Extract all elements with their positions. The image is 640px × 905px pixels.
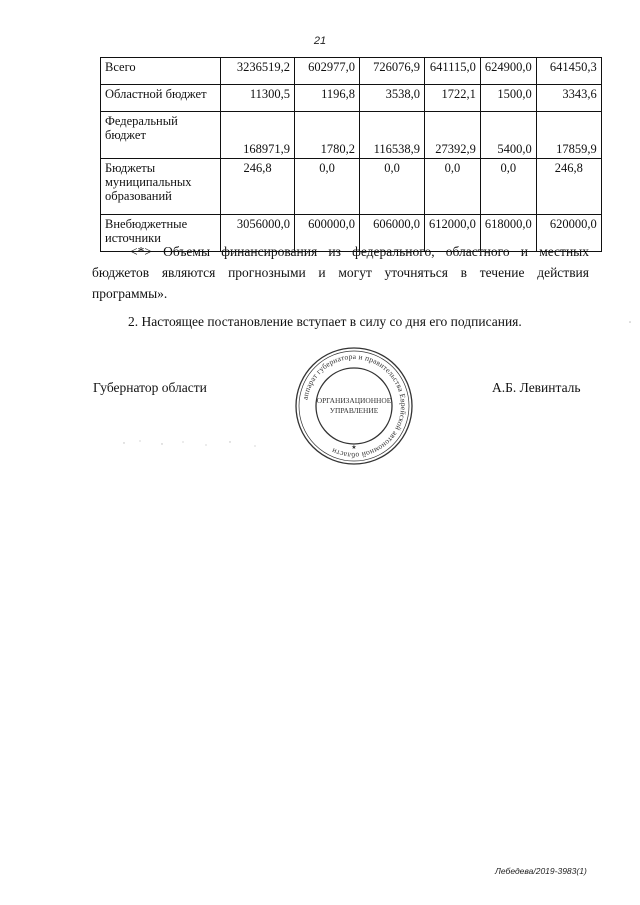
table-cell: 1722,1 (425, 85, 481, 112)
table-row (101, 112, 602, 159)
table-cell: 618000,0 (480, 215, 536, 252)
row-label: Бюджеты муниципальных образований (101, 159, 221, 215)
table-cell: 3236519,2 (221, 58, 295, 85)
table-cell: 726076,9 (360, 58, 425, 85)
table-cell: 600000,0 (295, 215, 360, 252)
table-row (101, 58, 602, 85)
table-cell: 246,8 (536, 159, 601, 215)
table-cell: 1500,0 (480, 85, 536, 112)
table-cell: 624900,0 (480, 58, 536, 85)
effective-date-clause: 2. Настоящее постановление вступает в силу со дня его подписания. (128, 314, 522, 329)
table-cell: 0,0 (295, 159, 360, 215)
table-cell: 11300,5 (221, 85, 295, 112)
row-label: Областной бюджет (101, 85, 221, 112)
table-cell: 168971,9 (221, 112, 295, 159)
table-cell: 3538,0 (360, 85, 425, 112)
table-cell: 0,0 (425, 159, 481, 215)
table-cell: 606000,0 (360, 215, 425, 252)
table-cell: 3343,6 (536, 85, 601, 112)
row-label: Внебюджетные источники (101, 215, 221, 252)
signatory-name: А.Б. Левинталь (492, 380, 581, 395)
table-cell: 17859,9 (536, 112, 601, 159)
table-cell: 27392,9 (425, 112, 481, 159)
table-cell: 246,8 (221, 159, 295, 215)
table-cell: 3056000,0 (221, 215, 295, 252)
table-cell: 620000,0 (536, 215, 601, 252)
table-cell: 0,0 (480, 159, 536, 215)
seal-star-icon: ★ (351, 445, 357, 451)
footnote: <*> Объемы финансирования из федерального, областного и местных бюджетов являются прогнозными и могут уточняться в течение действия программы». (92, 244, 589, 301)
row-label: Федеральный бюджет (101, 112, 221, 159)
official-seal-stamp (293, 345, 415, 467)
table-cell: 641115,0 (425, 58, 481, 85)
seal-ring-text: аппарат губернатора и правительства Еврейской автономной области (300, 351, 409, 461)
row-label: Всего (101, 58, 221, 85)
table-cell: 1780,2 (295, 112, 360, 159)
table-cell: 612000,0 (425, 215, 481, 252)
table-cell: 116538,9 (360, 112, 425, 159)
table-cell: 641450,3 (536, 58, 601, 85)
table-cell: 5400,0 (480, 112, 536, 159)
page-number: 21 (313, 35, 327, 47)
table-cell: 602977,0 (295, 58, 360, 85)
table-cell: 0,0 (360, 159, 425, 215)
seal-center-line2: УПРАВЛЕНИЕ (329, 406, 379, 415)
table-row (101, 159, 602, 215)
table-cell: 1196,8 (295, 85, 360, 112)
seal-center-line1: ОРГАНИЗАЦИОННОЕ (316, 396, 392, 405)
document-code: Лебедева/2019-3983(1) (495, 866, 587, 876)
table-row (101, 85, 602, 112)
financing-table (100, 57, 602, 252)
signatory-position: Губернатор области (93, 380, 207, 395)
